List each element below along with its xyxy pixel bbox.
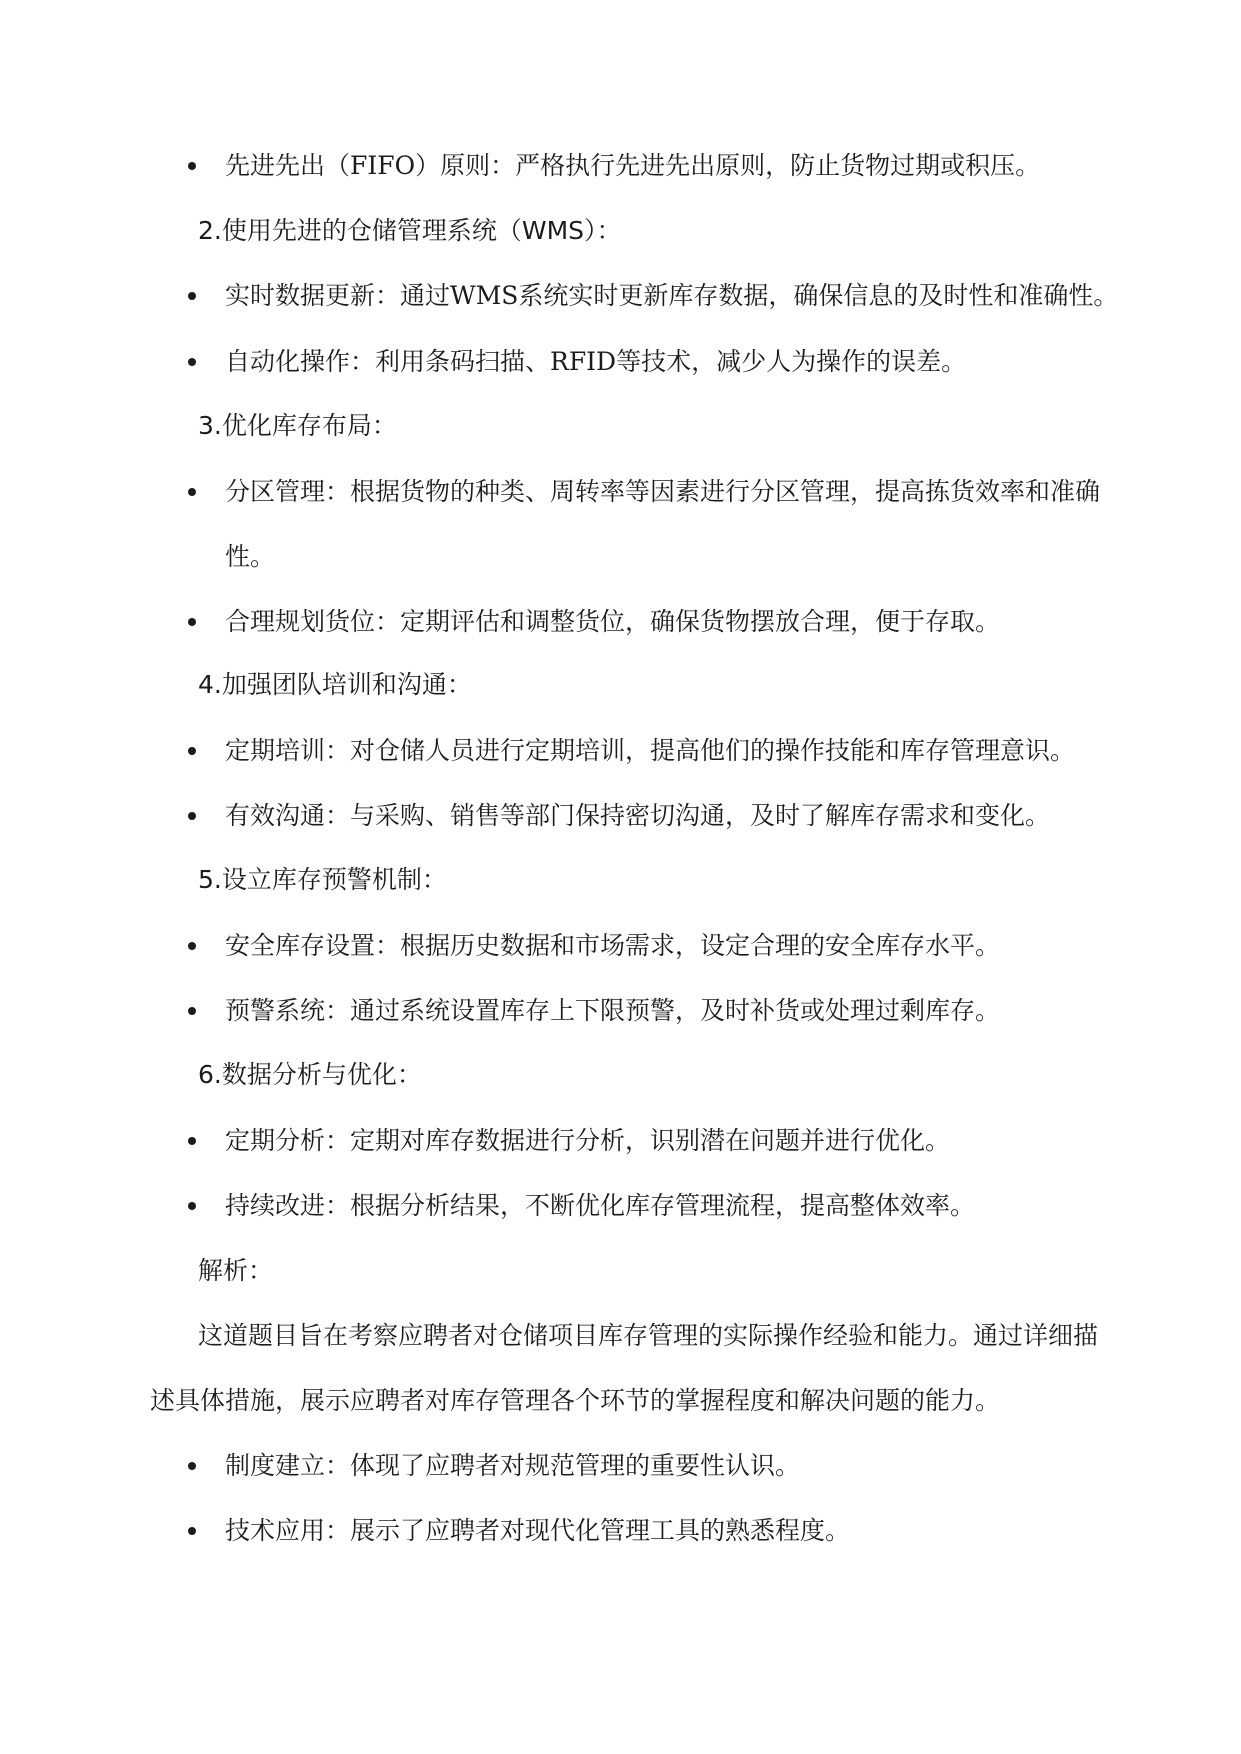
bullet-icon (188, 358, 196, 366)
list-item-text-continuation: 性。 (225, 542, 276, 571)
bullet-icon (188, 1007, 196, 1015)
bullet-icon (188, 812, 196, 820)
bullet-icon (188, 747, 196, 755)
list-item-text: 实时数据更新：通过WMS系统实时更新库存数据，确保信息的及时性和准确性。 (225, 281, 1119, 310)
list-item-text: 先进先出（FIFO）原则：严格执行先进先出原则，防止货物过期或积压。 (225, 151, 1041, 180)
bullet-icon (188, 1137, 196, 1145)
bullet-icon (188, 1462, 196, 1470)
section-heading: 6.数据分析与优化： (198, 1060, 422, 1089)
list-item-text: 技术应用：展示了应聘者对现代化管理工具的熟悉程度。 (225, 1516, 851, 1545)
list-item-text: 制度建立：体现了应聘者对规范管理的重要性认识。 (225, 1451, 801, 1480)
section-heading: 5.设立库存预警机制： (198, 865, 447, 894)
list-item-text: 合理规划货位：定期评估和调整货位，确保货物摆放合理，便于存取。 (225, 607, 1001, 636)
list-item-text: 预警系统：通过系统设置库存上下限预警，及时补货或处理过剩库存。 (225, 996, 1001, 1025)
bullet-icon (188, 162, 196, 170)
analysis-label: 解析： (198, 1256, 274, 1285)
bullet-icon (188, 1202, 196, 1210)
list-item-text: 定期分析：定期对库存数据进行分析，识别潜在问题并进行优化。 (225, 1126, 951, 1155)
section-heading: 3.优化库存布局： (198, 411, 397, 440)
section-heading: 4.加强团队培训和沟通： (198, 670, 472, 699)
list-item-text: 有效沟通：与采购、销售等部门保持密切沟通，及时了解库存需求和变化。 (225, 801, 1051, 830)
paragraph-line: 述具体措施，展示应聘者对库存管理各个环节的掌握程度和解决问题的能力。 (150, 1386, 1001, 1415)
list-item-text: 定期培训：对仓储人员进行定期培训，提高他们的操作技能和库存管理意识。 (225, 736, 1076, 765)
bullet-icon (188, 292, 196, 300)
bullet-icon (188, 1527, 196, 1535)
list-item-text: 持续改进：根据分析结果，不断优化库存管理流程，提高整体效率。 (225, 1191, 976, 1220)
list-item-text: 自动化操作：利用条码扫描、RFID等技术，减少人为操作的误差。 (225, 347, 967, 376)
bullet-icon (188, 618, 196, 626)
paragraph-line: 这道题目旨在考察应聘者对仓储项目库存管理的实际操作经验和能力。通过详细描 (198, 1321, 1099, 1350)
bullet-icon (188, 942, 196, 950)
list-item-text: 分区管理：根据货物的种类、周转率等因素进行分区管理，提高拣货效率和准确 (225, 477, 1101, 506)
list-item-text: 安全库存设置：根据历史数据和市场需求，设定合理的安全库存水平。 (225, 931, 1001, 960)
bullet-icon (188, 488, 196, 496)
section-heading: 2.使用先进的仓储管理系统（WMS）： (198, 216, 622, 245)
